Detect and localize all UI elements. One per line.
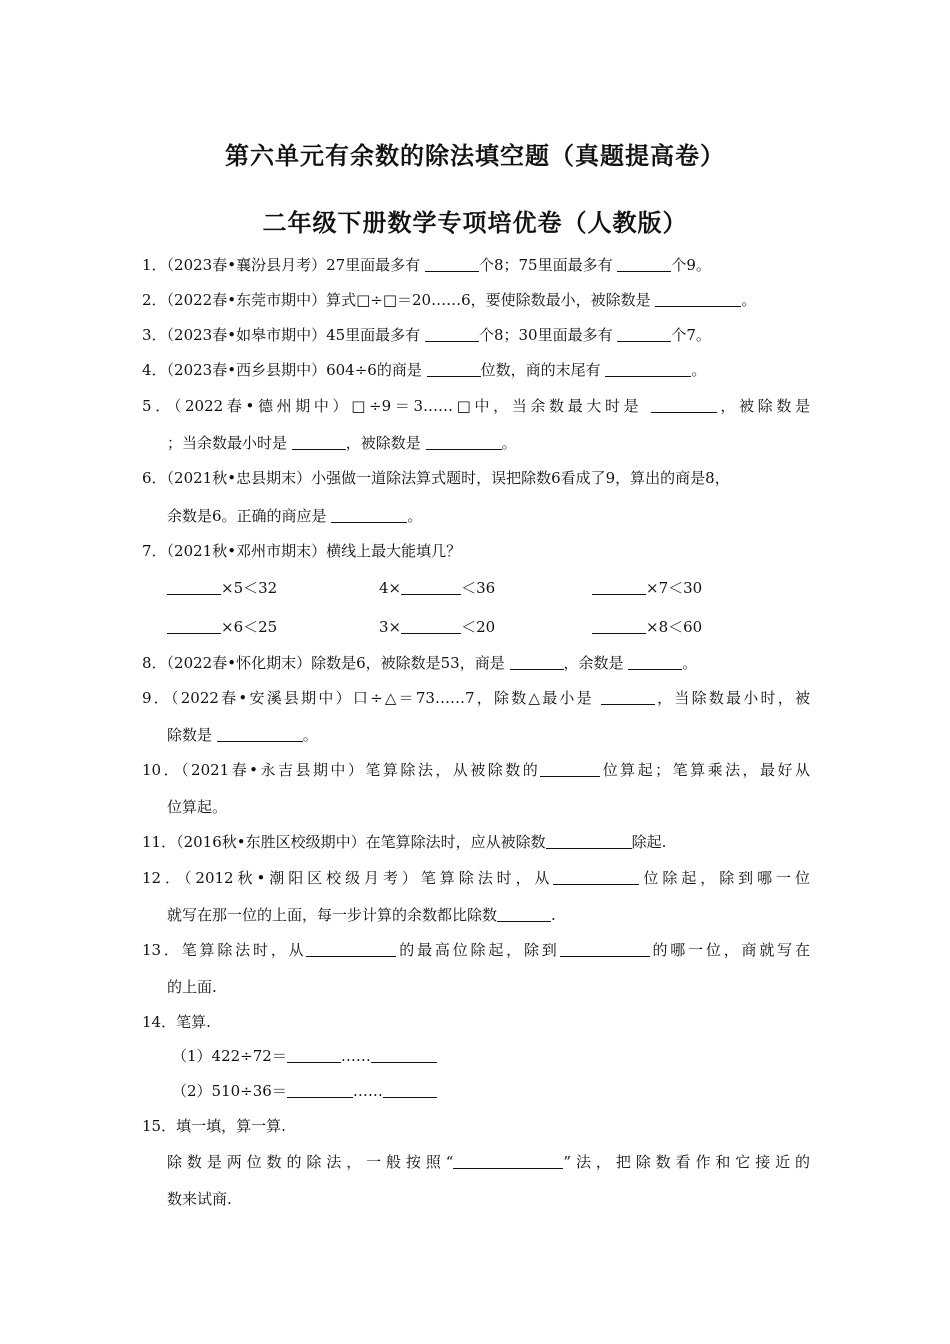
answer-blank[interactable] (546, 833, 632, 849)
question-10-cont: 位算起。 (167, 798, 228, 816)
answer-blank[interactable] (453, 1153, 563, 1169)
answer-blank[interactable] (617, 256, 671, 272)
fill-item: 4× ＜36 (379, 579, 496, 597)
question-10: 10．（2021春•永吉县期中）笔算除法，从被除数的 位算起；笔算乘法，最好从 (142, 761, 810, 779)
question-15: 15．填一填，算一算. (142, 1117, 286, 1135)
answer-blank[interactable] (592, 618, 646, 634)
answer-blank[interactable] (401, 579, 461, 595)
page-subtitle: 二年级下册数学专项培优卷（人教版） (262, 209, 688, 237)
question-7: 7．（2021秋•邓州市期末）横线上最大能填几？ (142, 542, 462, 560)
answer-blank[interactable] (371, 1047, 437, 1063)
answer-blank[interactable] (560, 941, 650, 957)
answer-blank[interactable] (383, 1082, 437, 1098)
answer-blank[interactable] (167, 618, 221, 634)
question-14-part-1: （1）422÷72＝ …… (172, 1046, 810, 1066)
answer-blank[interactable] (601, 689, 655, 705)
question-9-cont: 除数是 。 (167, 726, 318, 744)
question-13-cont: 的上面. (167, 978, 217, 996)
fill-item: ×5＜32 (167, 578, 277, 598)
question-15-cont-2: 数来试商. (167, 1190, 232, 1208)
answer-blank[interactable] (287, 1082, 353, 1098)
answer-blank[interactable] (287, 1047, 341, 1063)
fill-item: ×6＜25 (167, 617, 277, 637)
answer-blank[interactable] (306, 941, 396, 957)
question-12: 12．（2012秋•潮阳区校级月考）笔算除法时，从 位除起，除到哪一位 (142, 869, 810, 887)
answer-blank[interactable] (401, 618, 461, 634)
answer-blank[interactable] (628, 654, 682, 670)
answer-blank[interactable] (655, 291, 741, 307)
answer-blank[interactable] (425, 256, 479, 272)
question-11: 11．（2016秋•东胜区校级期中）在笔算除法时，应从被除数 除起. (142, 833, 667, 851)
answer-blank[interactable] (427, 361, 481, 377)
question-12-cont: 就写在那一位的上面，每一步计算的余数都比除数 . (167, 906, 556, 924)
answer-blank[interactable] (217, 726, 303, 742)
question-15-cont: 除数是两位数的除法，一般按照“ ”法，把除数看作和它接近的 (167, 1153, 811, 1171)
question-6: 6．（2021秋•忠县期末）小强做一道除法算式题时，误把除数6看成了9，算出的商是8， (142, 469, 730, 487)
question-9: 9．（2022春•安溪县期中）口÷△＝73……7，除数△最小是 ，当除数最小时，被 (142, 689, 810, 707)
question-6-cont: 余数是6。正确的商应是 。 (167, 507, 423, 525)
answer-blank[interactable] (292, 434, 346, 450)
question-2: 2．（2022春•东莞市期中）算式□÷□＝20……6，要使除数最小，被除数是 。 (142, 291, 757, 309)
question-4: 4．（2023春•西乡县期中）604÷6的商是 位数，商的末尾有 。 (142, 361, 707, 379)
answer-blank[interactable] (651, 397, 717, 413)
answer-blank[interactable] (617, 326, 671, 342)
answer-blank[interactable] (425, 326, 479, 342)
answer-blank[interactable] (497, 906, 551, 922)
question-1: 1．（2023春•襄汾县月考）27里面最多有 个8；75里面最多有 个9。 (142, 256, 711, 274)
fill-item: ×7＜30 (592, 578, 702, 598)
answer-blank[interactable] (426, 434, 502, 450)
answer-blank[interactable] (167, 579, 221, 595)
question-3: 3．（2023春•如皋市期中）45里面最多有 个8；30里面最多有 个7。 (142, 326, 711, 344)
question-13: 13．笔算除法时，从 的最高位除起，除到 的哪一位，商就写在 (142, 941, 810, 959)
fill-item: ×8＜60 (592, 617, 702, 637)
question-5-cont: ；当余数最小时是 ，被除数是 。 (167, 434, 517, 452)
fill-item: 3× ＜20 (379, 618, 496, 636)
question-14: 14．笔算. (142, 1013, 211, 1031)
answer-blank[interactable] (540, 761, 600, 777)
page-title: 第六单元有余数的除法填空题（真题提高卷） (225, 142, 725, 170)
question-8: 8．（2022春•怀化期末）除数是6，被除数是53，商是 ，余数是 。 (142, 654, 698, 672)
answer-blank[interactable] (510, 654, 564, 670)
answer-blank[interactable] (331, 507, 407, 523)
question-14-part-2: （2）510÷36＝ …… (172, 1081, 810, 1101)
question-5: 5．（2022春•德州期中）□÷9＝3……□中，当余数最大时是 ，被除数是 (142, 397, 810, 415)
answer-blank[interactable] (605, 361, 691, 377)
answer-blank[interactable] (553, 869, 639, 885)
answer-blank[interactable] (592, 579, 646, 595)
